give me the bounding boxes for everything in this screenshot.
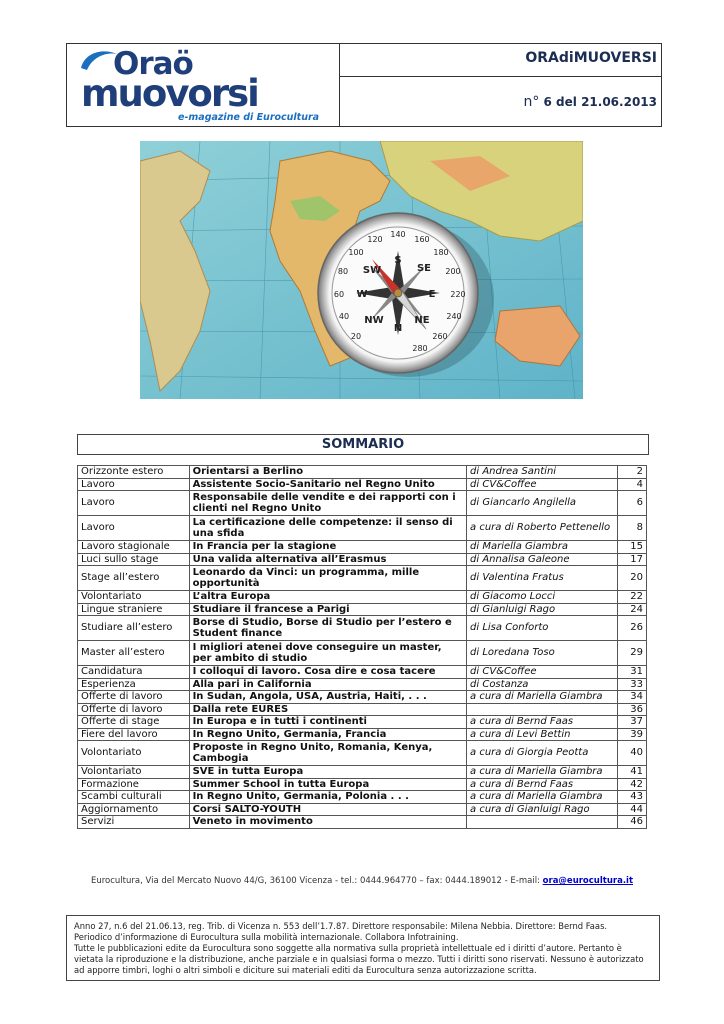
toc-category: Lavoro	[78, 516, 190, 541]
toc-page: 24	[617, 603, 646, 616]
toc-category: Volontariato	[78, 741, 190, 766]
toc-category: Candidatura	[78, 666, 190, 679]
toc-title: Responsabile delle vendite e dei rapporti con i clienti nel Regno Unito	[189, 491, 466, 516]
logo-text-muoversi: muovorsi	[81, 72, 258, 115]
toc-category: Offerte di stage	[78, 716, 190, 729]
map-compass-illustration	[140, 141, 583, 399]
toc-row	[78, 466, 647, 479]
contact-email-link[interactable]: ora@eurocultura.it	[542, 876, 634, 886]
toc-row	[78, 678, 647, 691]
toc-page: 2	[617, 466, 646, 479]
toc-category: Offerte di lavoro	[78, 703, 190, 716]
magazine-logo	[75, 46, 335, 124]
toc-title: Dalla rete EURES	[189, 703, 466, 716]
toc-title: Studiare il francese a Parigi	[189, 603, 466, 616]
compass-degree-label: 80	[337, 267, 349, 276]
toc-title: Orientarsi a Berlino	[189, 466, 466, 479]
toc-category: Servizi	[78, 816, 190, 829]
toc-row	[78, 603, 647, 616]
compass-degree-label: 220	[450, 290, 466, 299]
compass-direction-label: NE	[414, 315, 430, 326]
magazine-name: ORAdiMUOVERSI	[525, 50, 657, 66]
toc-page: 8	[617, 516, 646, 541]
toc-row	[78, 516, 647, 541]
toc-author: di Giacomo Locci	[467, 591, 618, 604]
compass-degree-label: 100	[348, 248, 364, 257]
compass-degree-label: 20	[350, 332, 362, 341]
compass-degree-label: 240	[446, 312, 462, 321]
compass-degree-label: 160	[414, 235, 430, 244]
toc-row	[78, 491, 647, 516]
toc-page: 31	[617, 666, 646, 679]
masthead	[66, 43, 662, 127]
toc-page: 33	[617, 678, 646, 691]
compass-degree-label: 180	[433, 248, 449, 257]
toc-title: Veneto in movimento	[189, 816, 466, 829]
toc-title: In Francia per la stagione	[189, 541, 466, 554]
toc-title: Summer School in tutta Europa	[189, 778, 466, 791]
toc-page: 22	[617, 591, 646, 604]
toc-author: a cura di Mariella Giambra	[467, 766, 618, 779]
toc-category: Stage all’estero	[78, 566, 190, 591]
toc-page: 36	[617, 703, 646, 716]
header-hline	[339, 76, 661, 77]
toc-author	[467, 816, 618, 829]
toc-category: Orizzonte estero	[78, 466, 190, 479]
toc-author: a cura di Giorgia Peotta	[467, 741, 618, 766]
toc-row	[78, 791, 647, 804]
toc-row	[78, 478, 647, 491]
compass-direction-label: E	[428, 289, 436, 300]
toc-author: di Valentina Fratus	[467, 566, 618, 591]
toc-author: a cura di Roberto Pettenello	[467, 516, 618, 541]
colophon-box	[66, 915, 660, 981]
toc-row	[78, 541, 647, 554]
toc-category: Esperienza	[78, 678, 190, 691]
toc-author: di Mariella Giambra	[467, 541, 618, 554]
toc-title: Assistente Socio-Sanitario nel Regno Unito	[189, 478, 466, 491]
summary-heading: SOMMARIO	[77, 434, 649, 455]
toc-page: 46	[617, 816, 646, 829]
toc-category: Lingue straniere	[78, 603, 190, 616]
toc-title: In Europa e in tutti i continenti	[189, 716, 466, 729]
toc-title: I migliori atenei dove conseguire un master, per ambito di studio	[189, 641, 466, 666]
compass-direction-label: NW	[364, 315, 384, 326]
toc-row	[78, 716, 647, 729]
toc-author: a cura di Mariella Giambra	[467, 791, 618, 804]
toc-author: di Costanza	[467, 678, 618, 691]
compass-direction-label: N	[393, 323, 403, 334]
toc-page: 17	[617, 553, 646, 566]
toc-page: 40	[617, 741, 646, 766]
colophon-rights: Tutte le pubblicazioni edite da Eurocultura sono soggette alla normativa sulla proprietà intellettuale ed i diritti d’autore. Pertanto è vietata la riproduzione e la distribuzione, anche parziale e in qualsiasi forma o mezzo. Tutti i diritti sono riservati. Nessuno è autorizzato ad apporre timbri, loghi o altri simboli e diciture sui materiali editi da Eurocultura senza autorizzazione scritta.	[74, 943, 644, 975]
toc-page: 37	[617, 716, 646, 729]
toc-category: Master all’estero	[78, 641, 190, 666]
toc-title: La certificazione delle competenze: il senso di una sfida	[189, 516, 466, 541]
toc-title: Una valida alternativa all’Erasmus	[189, 553, 466, 566]
issue-number	[339, 94, 657, 110]
toc-page: 20	[617, 566, 646, 591]
toc-page: 41	[617, 766, 646, 779]
toc-title: L’altra Europa	[189, 591, 466, 604]
compass-direction-label: SE	[416, 263, 432, 274]
toc-row	[78, 616, 647, 641]
toc-row	[78, 703, 647, 716]
toc-category: Scambi culturali	[78, 791, 190, 804]
contact-text: Eurocultura, Via del Mercato Nuovo 44/G, 36100 Vicenza - tel.: 0444.964770 – fax: 0444.189012 - E-mail:	[90, 876, 543, 886]
toc-author: a cura di Levi Bettin	[467, 728, 618, 741]
toc-title: Borse di Studio, Borse di Studio per l’estero e Student finance	[189, 616, 466, 641]
toc-row	[78, 816, 647, 829]
compass-direction-label: SW	[362, 265, 382, 276]
toc-page: 44	[617, 803, 646, 816]
toc-author: a cura di Bernd Faas	[467, 716, 618, 729]
toc-author: di Andrea Santini	[467, 466, 618, 479]
toc-row	[78, 553, 647, 566]
toc-category: Lavoro	[78, 478, 190, 491]
compass-degree-label: 140	[390, 230, 406, 239]
toc-title: Corsi SALTO-YOUTH	[189, 803, 466, 816]
toc-author: di CV&Coffee	[467, 478, 618, 491]
toc-category: Formazione	[78, 778, 190, 791]
compass-degree-label: 280	[412, 344, 428, 353]
toc-row	[78, 691, 647, 704]
contact-line	[0, 876, 724, 886]
toc-title: SVE in tutta Europa	[189, 766, 466, 779]
toc-title: In Regno Unito, Germania, Francia	[189, 728, 466, 741]
toc-row	[78, 591, 647, 604]
toc-category: Aggiornamento	[78, 803, 190, 816]
toc-page: 15	[617, 541, 646, 554]
toc-author: a cura di Gianluigi Rago	[467, 803, 618, 816]
toc-author: di Loredana Toso	[467, 641, 618, 666]
colophon-line1: Anno 27, n.6 del 21.06.13, reg. Trib. di Vicenza n. 553 dell’1.7.87. Direttore responsabile: Milena Nebbia. Direttore: Bernd Faas.	[74, 921, 608, 931]
toc-page: 4	[617, 478, 646, 491]
toc-author: di Lisa Conforto	[467, 616, 618, 641]
toc-category: Fiere del lavoro	[78, 728, 190, 741]
toc-category: Volontariato	[78, 766, 190, 779]
toc-author: di Gianluigi Rago	[467, 603, 618, 616]
toc-author	[467, 703, 618, 716]
toc-author: di CV&Coffee	[467, 666, 618, 679]
toc-title: Proposte in Regno Unito, Romania, Kenya, Cambogia	[189, 741, 466, 766]
issue-date: 6 del 21.06.2013	[543, 95, 657, 109]
toc-row	[78, 728, 647, 741]
colophon-line2: Periodico d’informazione di Eurocultura sulla mobilità internazionale. Collabora Infotraining.	[74, 932, 459, 942]
toc-category: Studiare all’estero	[78, 616, 190, 641]
toc-author: a cura di Bernd Faas	[467, 778, 618, 791]
toc-row	[78, 741, 647, 766]
toc-category: Volontariato	[78, 591, 190, 604]
issue-prefix: n°	[523, 94, 540, 110]
logo-subtitle: e-magazine di Eurocultura	[178, 112, 320, 123]
toc-page: 6	[617, 491, 646, 516]
compass-degree-label: 40	[338, 312, 350, 321]
compass-direction-label: W	[356, 289, 368, 300]
toc-page: 42	[617, 778, 646, 791]
toc-row	[78, 566, 647, 591]
toc-page: 34	[617, 691, 646, 704]
toc-page: 43	[617, 791, 646, 804]
toc-body	[78, 466, 647, 829]
toc-row	[78, 803, 647, 816]
toc-title: In Sudan, Angola, USA, Austria, Haiti, . . .	[189, 691, 466, 704]
toc-category: Luci sullo stage	[78, 553, 190, 566]
toc-category: Lavoro stagionale	[78, 541, 190, 554]
toc-row	[78, 778, 647, 791]
compass-direction-label: S	[394, 255, 402, 266]
toc-row	[78, 766, 647, 779]
toc-title: I colloqui di lavoro. Cosa dire e cosa tacere	[189, 666, 466, 679]
compass-degree-label: 260	[432, 332, 448, 341]
toc-title: In Regno Unito, Germania, Polonia . . .	[189, 791, 466, 804]
toc-author: a cura di Mariella Giambra	[467, 691, 618, 704]
toc-title: Alla pari in California	[189, 678, 466, 691]
logo-text-ora: Oraö	[113, 46, 193, 82]
toc-title: Leonardo da Vinci: un programma, mille opportunità	[189, 566, 466, 591]
compass-degree-label: 120	[367, 235, 383, 244]
table-of-contents	[77, 465, 647, 829]
toc-category: Lavoro	[78, 491, 190, 516]
toc-category: Offerte di lavoro	[78, 691, 190, 704]
toc-page: 29	[617, 641, 646, 666]
toc-author: di Giancarlo Angilella	[467, 491, 618, 516]
toc-page: 26	[617, 616, 646, 641]
toc-author: di Annalisa Galeone	[467, 553, 618, 566]
compass-degree-label: 60	[333, 290, 345, 299]
toc-row	[78, 641, 647, 666]
cover-photo-map-compass	[140, 141, 583, 399]
compass-degree-label: 200	[445, 267, 461, 276]
toc-row	[78, 666, 647, 679]
toc-page: 39	[617, 728, 646, 741]
